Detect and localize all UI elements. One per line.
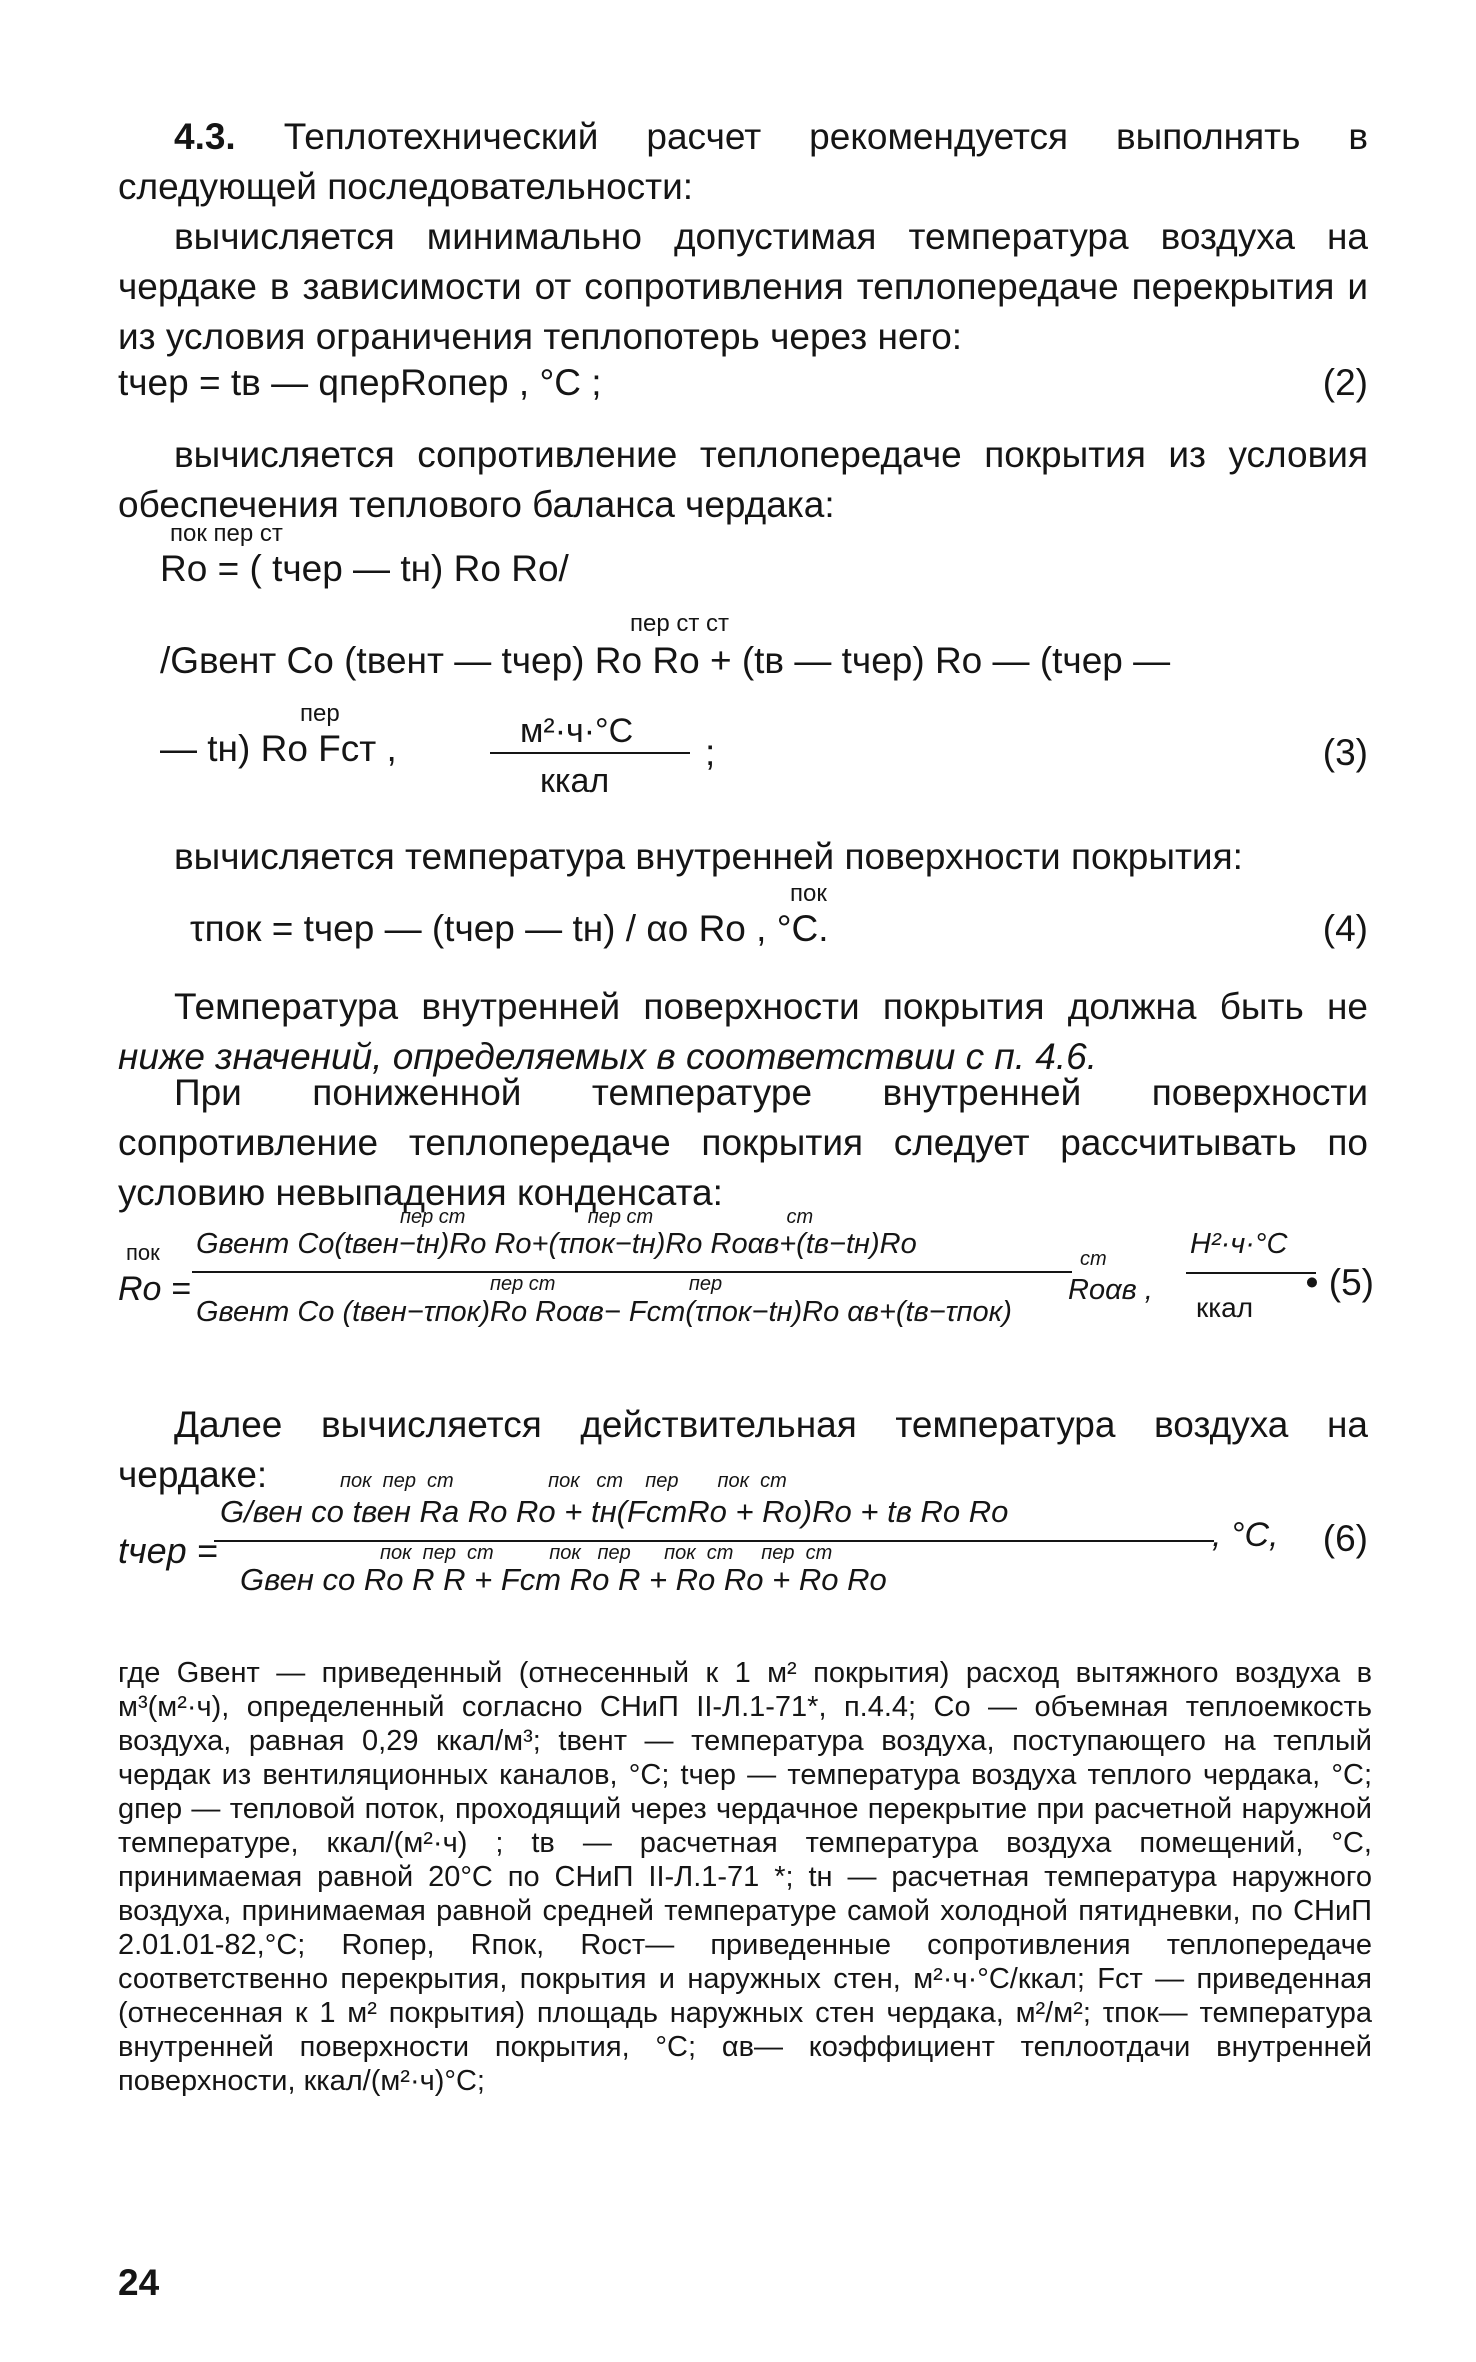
- equation-6-number: (6): [1322, 1518, 1368, 1559]
- equation-3-line1: Ro = ( tчер — tн) Ro Ro/: [160, 548, 569, 589]
- equation-4-superscript: пок: [790, 880, 827, 907]
- equation-5-unit-numerator: H²·ч·°C: [1190, 1228, 1288, 1260]
- equation-5-numerator: Gвент Co(tвен−tн)Ro Ro+(τпок−tн)Ro Roαв+(tв−tн)Ro: [196, 1228, 917, 1260]
- equation-6-denominator-superscripts: пок пер ст пок пер пок ст пер ст: [380, 1542, 833, 1564]
- equation-6-unit: , °C,: [1212, 1516, 1279, 1554]
- section-number: 4.3.: [174, 116, 236, 157]
- equation-3-number: (3): [1322, 732, 1368, 773]
- equation-5-unit-denominator: ккал: [1196, 1292, 1254, 1323]
- page-number: 24: [118, 2262, 160, 2303]
- variable-definitions: где Gвент — приведенный (отнесенный к 1 м² покрытия) расход вытяжного воздуха в м³(м²·ч), определенный согласно СНиП II-Л.1-71*, п.4.4; Co — объемная теплоемкость воздуха, равная 0,29 ккал/м³; tвент — температура воздуха, поступающего на теплый чердак из вентиляционных каналов, °C; tчер — температура воздуха теплого чердака, °C; gпер — тепловой поток, проходящий через чердачное перекрытие при расчетной наружной температуре, ккал/(м²·ч) ; tв — расчетная температура воздуха помещений, °C, принимаемая равной 20°C по СНиП II-Л.1-71 *; tн — расчетная температура наружного воздуха, принимаемая равной средней температуре самой холодной пятидневки, по СНиП 2.01.01-82,°C; Roпер, Rпок, Roст— приведенные сопротивления теплопередаче соответственно перекрытия, покрытия и наружных стен, м²·ч·°C/ккал; Fст — приведенная (отнесенная к 1 м² покрытия) площадь наружных стен чердака, м²/м²; τпок— температура внутренней поверхности покрытия, °C; αв— коэффициент теплоотдачи внутренней поверхности, ккал/(м²·ч)°C;: [118, 1657, 1372, 2097]
- equation-5-denominator-superscripts: пер ст пер: [490, 1273, 723, 1295]
- equation-5-tail-superscript: ст: [1080, 1248, 1107, 1270]
- equation-5-lhs-superscript: пок: [126, 1240, 160, 1265]
- equation-3-line1-superscripts: пок пер ст: [170, 520, 283, 547]
- paragraph-requirement: Температура внутренней поверхности покрытия должна быть не ниже значений, определяемых в соответствии с п. 4.6.: [118, 986, 1368, 1077]
- equation-6-numerator: G/вен co tвен Ra Ro Ro + tн(FстRo + Ro)Ro + tв Ro Ro: [220, 1494, 1009, 1529]
- equation-5-unit-line: [1186, 1272, 1316, 1274]
- equation-6-numerator-superscripts: пок пер ст пок ст пер пок ст: [340, 1470, 787, 1492]
- paragraph-actual-temp: Далее вычисляется действительная температура воздуха на чердаке:: [118, 1404, 1368, 1495]
- section-intro-text: Теплотехнический расчет рекомендуется выполнять в следующей последовательности:: [118, 116, 1368, 207]
- equation-3-line3-superscripts: пер: [300, 700, 340, 727]
- equation-3-line2-superscripts: пер ст ст: [630, 610, 730, 637]
- equation-2: tчер = tв — qперRoпер , °C ;: [118, 362, 602, 403]
- equation-2-number: (2): [1322, 362, 1368, 403]
- paragraph-4-3: [118, 112, 1368, 212]
- equation-3-line2: /Gвент Co (tвент — tчер) Ro Ro + (tв — tчер) Ro — (tчер —: [160, 640, 1171, 681]
- equation-6-lhs: tчер =: [118, 1530, 218, 1571]
- equation-4-number: (4): [1322, 908, 1368, 949]
- equation-4: τпок = tчер — (tчер — tн) / αo Ro , °C.: [190, 908, 829, 949]
- equation-5-denominator: Gвент Co (tвен−τпок)Ro Roαв− Fст(τпок−tн)Ro αв+(tв−τпок): [196, 1296, 1012, 1328]
- paragraph-inner-surface: вычисляется температура внутренней поверхности покрытия:: [174, 836, 1243, 877]
- paragraph-resistance: вычисляется сопротивление теплопередаче покрытия из условия обеспечения теплового баланса чердака:: [118, 434, 1368, 525]
- paragraph-min-temp: вычисляется минимально допустимая температура воздуха на чердаке в зависимости от сопротивления теплопередаче перекрытия и из условия ограничения теплопотерь через него:: [118, 216, 1368, 357]
- equation-5-number: • (5): [1305, 1262, 1374, 1303]
- equation-3-fraction-line: [490, 752, 690, 754]
- equation-5-numerator-superscripts: пер ст пер ст ст: [400, 1206, 814, 1228]
- equation-3-unit-denominator: ккал: [540, 762, 610, 800]
- equation-3-line3: — tн) Ro Fст ,: [160, 728, 397, 769]
- equation-3-unit-numerator: м²·ч·°C: [520, 712, 634, 750]
- equation-6-denominator: Gвен co Ro R R + Fст Ro R + Ro Ro + Ro Ro: [240, 1562, 887, 1597]
- equation-5-tail: Roαв ,: [1068, 1274, 1153, 1306]
- equation-5-lhs: Ro =: [118, 1270, 191, 1308]
- paragraph-condensation: При пониженной температуре внутренней поверхности сопротивление теплопередаче покрытия следует рассчитывать по условию невыпадения конденсата:: [118, 1072, 1368, 1213]
- equation-3-semicolon: ;: [705, 732, 716, 773]
